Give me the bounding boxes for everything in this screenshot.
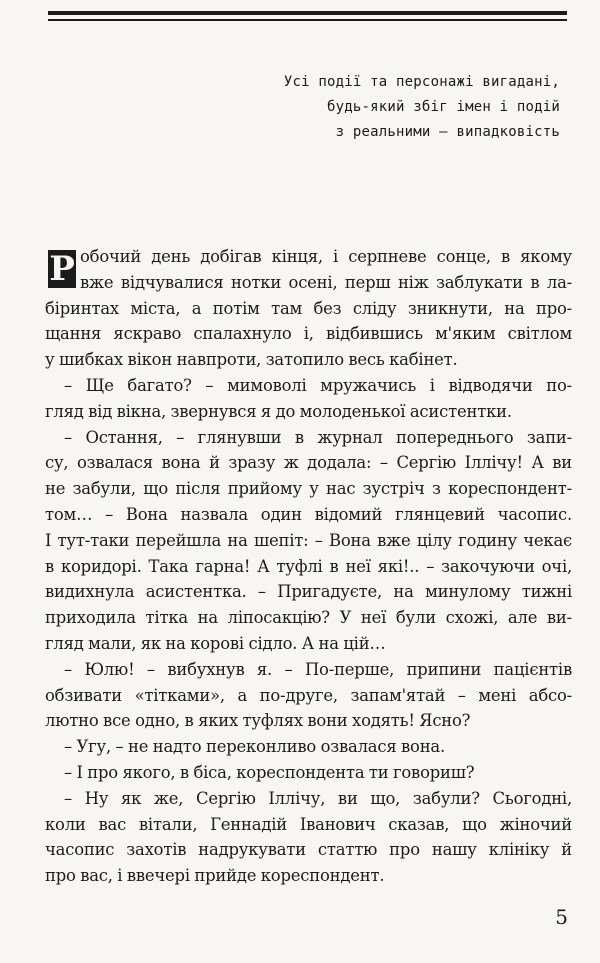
text-line: щання яскраво спалахнуло і, відбившись м'яким світлом bbox=[45, 324, 572, 344]
text-line: про вас, і ввечері прийде кореспондент. bbox=[45, 866, 385, 886]
text-line: у шибках вікон навпроти, затопило весь кабінет. bbox=[45, 350, 458, 370]
text-line: в коридорі. Така гарна! А туфлі в неї які!.. – закочуючи очі, bbox=[45, 556, 572, 576]
text-line: вже відчувалися нотки осені, перш ніж заблукати в ла- bbox=[80, 272, 572, 292]
body-text bbox=[45, 244, 572, 889]
text-line: – Ще багато? – мимоволі мружачись і відводячи по- bbox=[64, 375, 572, 395]
text-line: обзивати «тітками», а по-друге, запам'ятай – мені абсо- bbox=[45, 685, 572, 705]
text-line: часопис захотів надрукувати статтю про нашу клініку й bbox=[45, 840, 572, 860]
drop-cap: Р bbox=[49, 249, 75, 289]
epigraph-line: Усі події та персонажі вигадані, bbox=[283, 74, 560, 90]
text-line: – Остання, – глянувши в журнал попереднього запи- bbox=[64, 427, 572, 447]
text-line: – Ну як же, Сергію Іллічу, ви що, забули? Сьогодні, bbox=[64, 788, 572, 808]
text-line: обочий день добігав кінця, і серпневе сонце, в якому bbox=[80, 247, 572, 266]
text-line: – Угу, – не надто переконливо озвалася вона. bbox=[64, 737, 445, 757]
text-line: коли вас вітали, Геннадій Іванович сказав, що жіночий bbox=[45, 814, 572, 834]
text-line: гляд мали, як на корові сідло. А на цій… bbox=[45, 633, 386, 653]
epigraph-line: з реальними – випадковість bbox=[335, 124, 560, 140]
text-line: видихнула асистентка. – Пригадуєте, на минулому тижні bbox=[45, 582, 572, 602]
text-line: І тут-таки перейшла на шепіт: – Вона вже цілу годину чекає bbox=[45, 530, 572, 550]
text-line: лютно все одно, в яких туфлях вони ходять! Ясно? bbox=[45, 711, 471, 731]
text-line: – Юлю! – вибухнув я. – По-перше, припини пацієнтів bbox=[64, 659, 572, 679]
epigraph bbox=[284, 70, 560, 145]
text-line: – І про якого, в біса, кореспондента ти говориш? bbox=[64, 762, 475, 782]
header-rule-thin bbox=[48, 19, 567, 21]
page-number: 5 bbox=[555, 905, 568, 929]
text-line: приходила тітка на ліпосакцію? У неї були схожі, але ви- bbox=[45, 608, 572, 628]
header-rule-thick bbox=[48, 11, 567, 15]
text-line: не забули, що після прийому у нас зустріч з кореспондент- bbox=[45, 479, 572, 499]
epigraph-line: будь-який збіг імен і подій bbox=[327, 99, 560, 115]
text-line: су, озвалася вона й зразу ж додала: – Сергію Іллічу! А ви bbox=[45, 453, 572, 473]
text-line: том… – Вона назвала один відомий глянцевий часопис. bbox=[45, 504, 572, 524]
text-line: гляд від вікна, звернувся я до молоденької асистентки. bbox=[45, 401, 512, 421]
text-line: біринтах міста, а потім там без сліду зникнути, на про- bbox=[45, 298, 572, 318]
